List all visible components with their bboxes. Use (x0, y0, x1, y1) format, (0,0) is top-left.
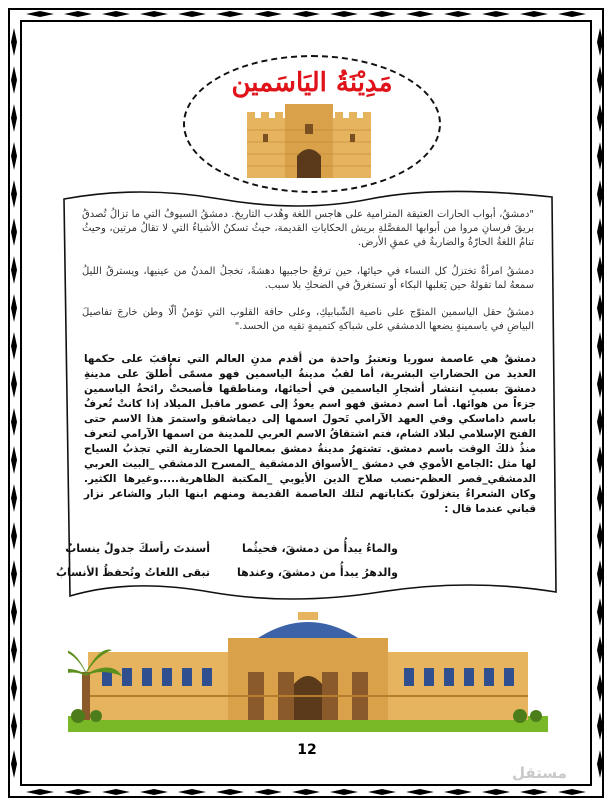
poem-verse-2-second: تبقى اللغاتُ وتُحفظُ الأنسابُ (56, 566, 210, 579)
page-number: 12 (297, 742, 317, 758)
intro-paragraph-2: دمشقُ امرأةٌ تختزلُ كل النساء في حيائها، حين ترفعُ حاجبيها دهشةً، تخجلُ المدنُ من عينيها، ويسترقُ الليلُ سمعهُ لما تقولهُ حين يَغلبها البكاء أو تستغرقُ في الضحكِ بلا سبب. (82, 266, 534, 292)
poem-verse-1-first: والماءُ يبدأُ من دمشقَ، فحيثُما (242, 542, 398, 555)
poem-verse-2-first: والدهرُ يبدأُ من دمشقَ، وعندها (236, 566, 398, 579)
body-paragraph: دمشقُ هي عاصمة سوريا وتعتبرُ واحدة من أقدم مدنِ العالم التي تعاقبَ على حكمها العديد من الحضاراتِ البشرية، أما لقبُ مدينةُ الياسمين فهو مسمًى أُطلقَ على مدينةِ دمشقَ بسببِ انتشار أشجارِ الياسمين في أحيائها، ومناطقها فأصبحتْ رائحةُ الياسمين جزءاً من هوائها. أما اسم دمشق فهو اسم يعودُ إلى عصور ماقبل الميلاد إذا كانتْ تُعرفُ باسم داماسكي وفي العهد الآرامي تَحولَ اسمها إلى ديماشقو واستمرَ هذا الاسم حتى الفتح الإسلامي لبلاد الشام، فتم اشتقاقُ الاسم العربي للمدينة من اسمها الآرامي لتعرف منذُ ذلكَ الوقت باسم دمشق. تشتهرُ مدينةُ دمشق بمعالمها الحضارية التي تجذبُ السياح لها مثل :الجامع الأموي في دمشق _الأسواق الدمشقية _المسرح الدمشقي _البيت العربي الدمشقي_قصر العظم-نصب صلاح الدين الأيوبي _المكتبة الظاهرية.....وغيرها الكثير. وكان الشعراءُ يتغزلونَ بكتاباتهم لتلك العاصمة القديمة ومنهم ابنها البار والشاعر نزار قباني عندما قال : (84, 353, 536, 515)
page-title: مَدِيْنَةُ اليَاسَمين (231, 68, 393, 98)
damascus-buildings-illustration (68, 612, 548, 732)
intro-paragraph-3: دمشقُ حقل الياسمين المتوّج على ناصية الشّبابيكِ، وعلى حافة القلوب التي تؤمنُ ألّا وطن خارجَ تفاصيلَ البياضِ في ياسمينةٍ يضعها الدمشقي على شباكهِ كتميمةٍ تقيه من الحسد." (82, 307, 534, 333)
watermark-logo: مستقل (512, 764, 567, 782)
poem-verse-1-second: أسندتَ رأسكَ جدولٌ ينسابُ (65, 542, 210, 555)
intro-paragraph-1: "دمشقُ، أبواب الحارات العتيقة المترامية على هاجس اللغة وهُدب التاريخ. دمشقُ السيوفُ التي ما تزالُ تُصدقُ بريقَ فرسانِ مروا من أبوابها المفصَّلةِ بريش الحكاياتِ القديمة، حيثُ تسكنُ الأشياءُ التي لا تقالُ مرتين، وحيثُ تنامُ اللغةُ الحارّةُ والضاربةُ في عمقِ الأرض. (82, 209, 534, 249)
